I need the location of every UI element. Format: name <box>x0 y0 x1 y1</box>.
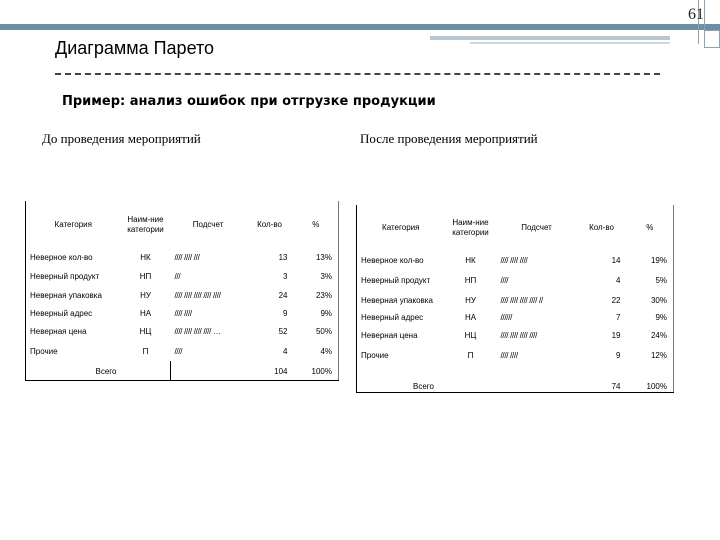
count-cell: 52 <box>278 327 288 336</box>
tally-cell: //// //// //// //// //// <box>174 291 221 300</box>
total-row <box>357 366 674 393</box>
tally-cell: //// //// //// //// … <box>174 327 221 336</box>
category-cell: Неверная цена <box>361 331 418 340</box>
column-header-code: Наим-ние категории <box>127 214 164 234</box>
tally-cell: /// <box>174 272 181 281</box>
tally-cell: //// //// <box>500 351 518 360</box>
code-cell: НП <box>139 272 152 281</box>
count-cell: 7 <box>616 313 621 322</box>
pct-cell: 50% <box>315 327 332 336</box>
table-row <box>357 270 674 291</box>
table-row <box>357 250 674 270</box>
tally-cell: //// //// //// //// <box>500 331 538 340</box>
pct-cell: 24% <box>650 331 667 340</box>
header-decoration-stripe <box>430 36 670 40</box>
tally-cell: //// //// //// <box>500 255 528 265</box>
header-decoration-bar <box>0 24 720 30</box>
table-row <box>26 341 339 361</box>
category-cell: Неверная цена <box>30 327 87 336</box>
total-row <box>26 361 339 381</box>
pct-cell: 13% <box>315 253 332 262</box>
total-pct: 100% <box>646 381 667 391</box>
category-cell: Неверный продукт <box>30 272 100 281</box>
pct-cell: 30% <box>650 295 667 305</box>
header-decoration-stripe-thin <box>470 42 670 44</box>
code-cell: НК <box>465 255 476 265</box>
tally-cell: //// //// //// //// // <box>500 295 543 305</box>
code-cell: НА <box>139 309 152 318</box>
category-cell: Неверный адрес <box>30 309 93 318</box>
table-row <box>26 248 339 267</box>
count-cell: 4 <box>283 346 288 356</box>
slide-number: 61 <box>688 6 704 23</box>
tally-cell: //// //// <box>174 309 192 318</box>
pct-cell: 3% <box>320 272 332 281</box>
total-label: Всего <box>95 367 117 376</box>
empty-cell <box>445 366 497 393</box>
count-cell: 9 <box>283 309 288 318</box>
total-pct: 100% <box>311 367 332 376</box>
count-cell: 9 <box>616 351 621 360</box>
total-label: Всего <box>413 381 434 391</box>
category-cell: Прочие <box>30 346 58 356</box>
code-cell: НП <box>464 276 477 285</box>
count-cell: 14 <box>611 255 621 265</box>
column-header-count: Кол-во <box>589 222 614 232</box>
category-cell: Неверное кол-во <box>30 253 93 262</box>
empty-cell <box>497 366 577 393</box>
tally-cell: //// //// /// <box>174 253 200 262</box>
count-cell: 24 <box>278 291 288 300</box>
empty-cell <box>121 361 171 381</box>
column-header-category: Категория <box>54 219 92 229</box>
code-cell: П <box>142 346 149 356</box>
before-heading: До проведения мероприятий <box>42 131 201 146</box>
table-row <box>357 291 674 309</box>
column-header-count: Кол-во <box>257 219 282 229</box>
category-cell: Неверная упаковка <box>361 295 433 305</box>
pct-cell: 12% <box>650 351 667 360</box>
slide-subtitle: Пример: анализ ошибок при отгрузке продукции <box>62 94 436 109</box>
code-cell: НК <box>140 253 151 262</box>
code-cell: НА <box>464 313 477 322</box>
category-cell: Неверный адрес <box>361 313 424 322</box>
category-cell: Неверный продукт <box>361 276 431 285</box>
column-header-tally: Подсчет <box>192 219 224 229</box>
table-row <box>357 326 674 345</box>
code-cell: НУ <box>140 291 151 300</box>
empty-cell <box>171 361 246 381</box>
column-header-tally: Подсчет <box>521 222 552 232</box>
category-cell: Неверное кол-во <box>361 255 424 265</box>
column-header-pct: % <box>646 222 654 232</box>
table-row <box>26 305 339 322</box>
tally-cell: //// <box>500 276 509 285</box>
column-header-pct: % <box>312 219 320 229</box>
table-row <box>26 286 339 305</box>
title-divider <box>55 73 660 75</box>
slide-title: Диаграмма Парето <box>55 38 215 58</box>
pct-cell: 23% <box>315 291 332 300</box>
tally-cell: //// <box>174 346 183 356</box>
category-cell: Прочие <box>361 351 389 360</box>
total-count: 74 <box>611 381 621 391</box>
pct-cell: 4% <box>320 346 332 356</box>
before-table <box>25 201 339 381</box>
pct-cell: 19% <box>650 255 667 265</box>
header-decoration-box <box>704 30 720 48</box>
pct-cell: 9% <box>320 309 332 318</box>
column-header-code: Наим-ние категории <box>452 217 489 237</box>
code-cell: П <box>467 351 474 360</box>
column-header-category: Категория <box>382 222 420 232</box>
total-count: 104 <box>274 367 288 376</box>
count-cell: 3 <box>283 272 288 281</box>
count-cell: 22 <box>611 295 621 305</box>
table-row <box>357 345 674 366</box>
code-cell: НЦ <box>139 327 152 336</box>
table-row <box>26 267 339 286</box>
table-row <box>357 309 674 326</box>
pct-cell: 5% <box>655 276 667 285</box>
after-table <box>356 205 674 393</box>
count-cell: 13 <box>278 253 288 262</box>
table-row <box>26 322 339 341</box>
code-cell: НУ <box>465 295 476 305</box>
tally-cell: ////// <box>500 313 513 322</box>
count-cell: 19 <box>611 331 621 340</box>
after-heading: После проведения мероприятий <box>360 131 538 146</box>
code-cell: НЦ <box>464 331 477 340</box>
category-cell: Неверная упаковка <box>30 291 102 300</box>
pct-cell: 9% <box>655 313 667 322</box>
count-cell: 4 <box>616 276 621 285</box>
